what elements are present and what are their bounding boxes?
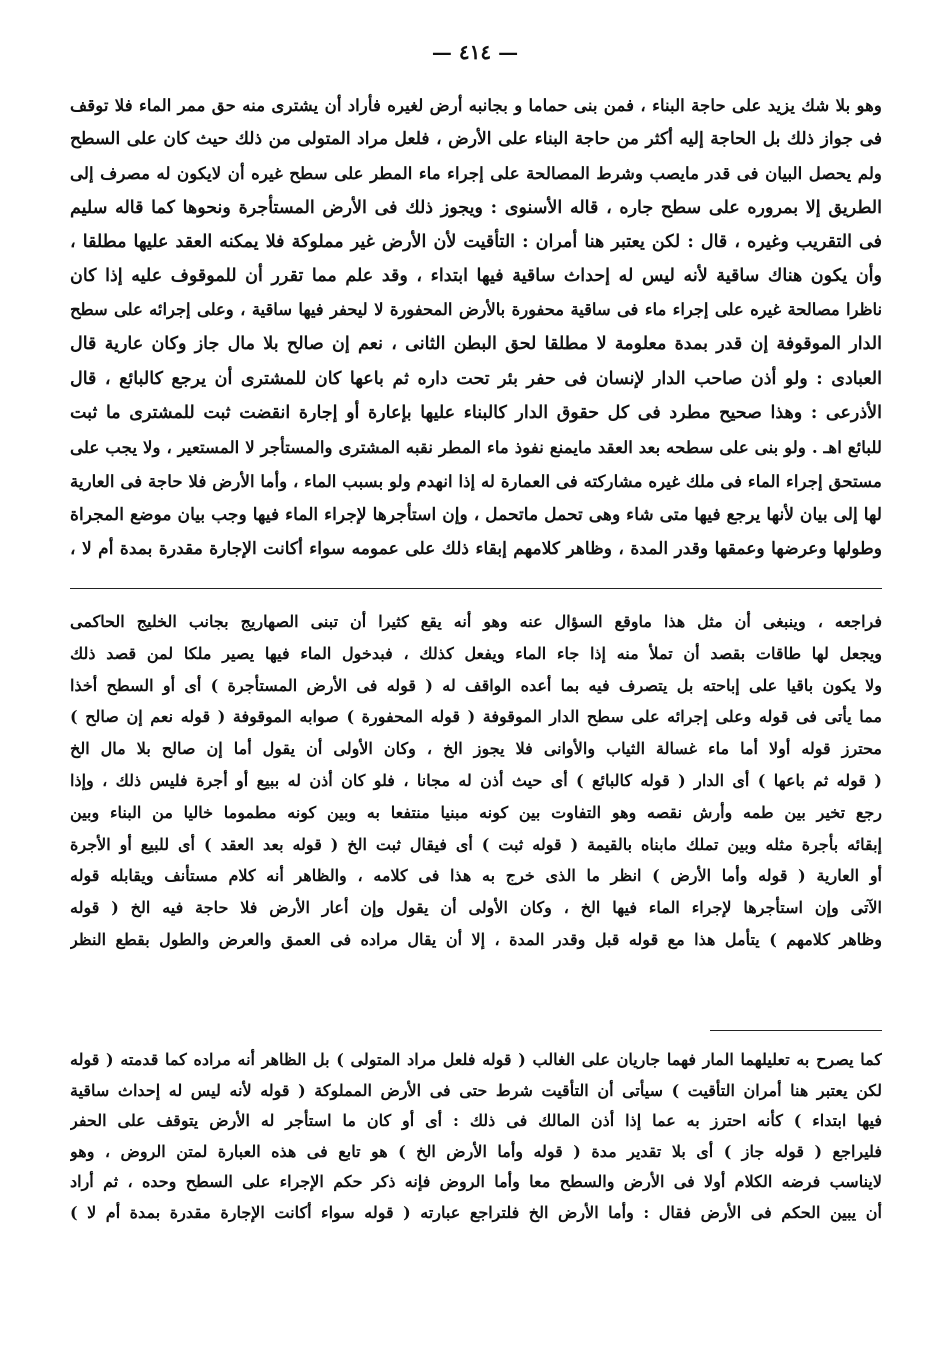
footnote-text	[70, 1045, 882, 1229]
commentary-line: مما يأتى فى قوله وعلى إجرائه على سطح الدار الموقوفة ( قوله المحفورة ) صوابه الموقوفة ( قوله نعم إن صالح )	[70, 707, 882, 727]
main-line: الأذرعى : وهذا صحيح مطرد فى كل حقوق الدار كالبناء عليها بإعارة أو إجارة انقضت ثبت للمشترى ما ثبت	[70, 402, 882, 423]
page-number: — ٤١٤ —	[431, 40, 519, 64]
main-line: وطولها وعرضها وعمقها وقدر المدة ، وظاهر كلامهم إبقاء ذلك على عمومه سواء أكانت الإجارة مقدرة بمدة أم لا ،	[70, 539, 882, 560]
commentary-line: ولا يكون باقيا على إباحته بل يتصرف فيه بما أعده الواقف له ( قوله فى الأرض المستأجرة ) أى أو السطح أخذا	[70, 675, 882, 695]
commentary-line: محترز قوله أولا أما ماء غسالة الثياب والأوانى فلا يجوز الخ ، وكان الأولى أن يقول أما إن صالح بلا مال الخ	[70, 739, 882, 759]
commentary-line: أو العارية ( قوله وأما الأرض ) انظر ما الذى خرج به هذا فى كلامه ، والظاهر أنه كلام مستأنف ويقابله قوله	[70, 866, 882, 886]
footnote-divider	[710, 1030, 882, 1031]
footnote-line: لكن يعتبر هنا أمران التأقيت ) سيأتى أن التأقيت شرط حتى فى الأرض المملوكة ( قوله لأنه ليس له إحداث ساقية	[70, 1080, 882, 1100]
main-line: ولم يحصل البيان فى قدر مايصب وشرط المصالحة على إجراء ماء المطر على سطح غيره أن لايكون له مصرف إلى	[70, 163, 882, 184]
main-line: العبادى : ولو أذن صاحب الدار لإنسان فى حفر بئر تحت داره ثم باعها كان للمشترى أن يرجع كالبائع ، قال	[70, 368, 882, 389]
commentary-line: وظاهر كلامهم ) يتأمل هذا مع قوله قبل وقدر المدة ، إلا أن يقال مراده فى العمق والعرض والطول بقطع النظر	[70, 929, 882, 949]
commentary-line: ( قوله ثم باعها ) أى الدار ( قوله كالبائع ) أى حيث أذن له مجانا ، فلو كان أذن له ببيع أو أجرة فليس ذلك ، وإذا	[70, 770, 882, 790]
footnote-line: لايناسب فرضه الكلام أولا فى الأرض والسطح معا وأما الروض فإنه ذكر حكم الإجراء على السطح وحده ، ثم أراد	[70, 1172, 882, 1192]
footnote-line: فليراجع ( قوله جاز ) أى بلا تقدير مدة ( قوله وأما الأرض الخ ) هو تابع فى هذه العبارة لمتن الروض ، وهو	[70, 1141, 882, 1161]
commentary-line: الآتى وإن استأجرها لإجراء الماء فيها الخ ، وكان الأولى أن يقول وإن أعار الأرض فلا حاجة فيه الخ ( قوله	[70, 898, 882, 918]
main-line: الدار الموقوفة إن قدر بمدة معلومة لا مطلقا لحق البطن الثانى ، نعم إن صالح بلا مال جاز وكان عارية قال	[70, 334, 882, 355]
footnote-line: أن يبين الحكم فى الأرض فقال : وأما الأرض الخ فلتراجع عبارته ( قوله سواء أكانت الإجارة مقدرة بمدة أم لا )	[70, 1202, 882, 1222]
commentary-text	[70, 606, 882, 956]
commentary-line: إبقائه بأجرة مثله وبين تملك مابناه بالقيمة ( قوله ثبت ) أى فيقال ثبت الخ ( قوله بعد العقد ) أى للبيع أو الأجرة	[70, 834, 882, 854]
main-line: وأن يكون هناك ساقية لأنه ليس له إحداث ساقية فيها ابتداء ، وقد علم مما تقرر أن للموقوف عليه إذا كان	[70, 265, 882, 286]
main-text	[70, 88, 882, 567]
main-line: الطريق إلا بمروره على سطح جاره ، قاله الأسنوى : ويجوز ذلك فى الأرض المستأجرة ونحوها كما قاله سليم	[70, 197, 882, 218]
main-line: فى التقريب وغيره ، قال : لكن يعتبر هنا أمران : التأقيت لأن الأرض غير مملوكة فلا يمكنه العقد عليها مطلقا ،	[70, 231, 882, 252]
commentary-line: فراجعه ، وينبغى أن مثل هذا ماوقع السؤال عنه وهو أنه يقع كثيرا أن تبنى الصهاريج بجانب الخليج الحاكمى	[70, 612, 882, 631]
footnote-line: فيها ابتداء ) كأنه احترز به عما إذا أذن المالك فى ذلك : أى أو كان ما استأجر له الأرض يتوقف على الحفر	[70, 1111, 882, 1131]
footnote-line: كما يصرح به تعليلهما المار فهما جاريان على الغالب ( قوله فلعل مراد المتولى ) بل الظاهر أنه مراده كما قدمته ( قوله	[70, 1050, 882, 1069]
main-line: مستحق إجراء الماء فى ملك غيره مشاركته فى العمارة له إذا انهدم ولو بسبب الماء ، وأما الأرض فلا حاجة فى العارية	[70, 471, 882, 492]
main-line: وهو بلا شك يزيد على حاجة البناء ، فمن بنى حماما و بجانبه أرض لغيره فأراد أن يشترى منه حق ممر الماء فلا توقف	[70, 95, 882, 115]
main-line: لها إلى بيان لأنها يرجع فيها متى شاء وهى تحمل ماتحمل ، وإن استأجرها لإجراء الماء فيها وجب بيان موضع المجراة	[70, 505, 882, 526]
main-line: ناظرا مصالحة غيره على إجراء ماء فى ساقية محفورة بالأرض المحفورة لا ليحفر فيها ساقية ، وعلى إجرائه على سطح	[70, 300, 882, 320]
commentary-line: ويجعل لها طاقات بقصد أن تملأ منه إذا جاء الماء ويفعل كذلك ، فبدخول الماء فيها يصير ملكا لمن قصد ذلك	[70, 643, 882, 663]
section-divider	[70, 588, 882, 589]
commentary-line: رجع تخير بين طمه وأرش نقصه وهو التفاوت بين كونه مبنيا منتفعا به وبين كونه مطموما خاليا من البناء وبين	[70, 802, 882, 822]
main-line: فى جواز ذلك بل الحاجة إليه أكثر من حاجة البناء على الأرض ، فلعل مراد المتولى من ذلك حيث كان على السطح	[70, 129, 882, 150]
main-line: للبائع اهـ . ولو بنى على سطحه بعد العقد مايمنع نفوذ ماء المطر نقبه المشترى والمستأجر لا المستعير ، ولا يجب على	[70, 436, 882, 457]
